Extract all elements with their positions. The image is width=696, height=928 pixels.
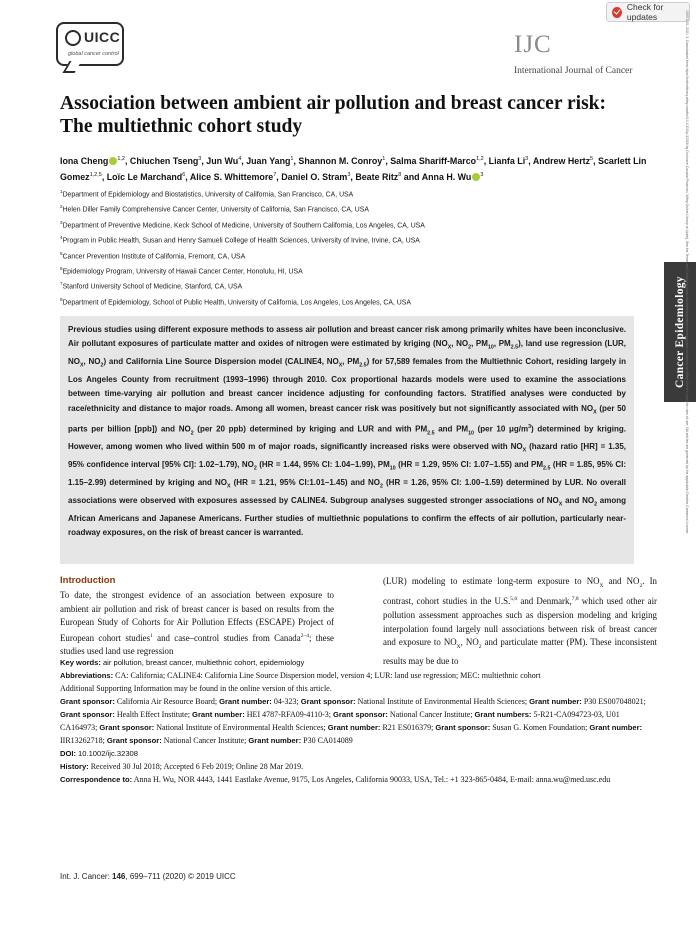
affiliation-item: $^2$Helen Diller Family Comprehensive Cancer Center, University of California, San Francisco, CA, USA [60, 204, 369, 214]
author-name: Lianfa Li [488, 155, 526, 166]
grant-value: National Institute of Environmental Health Sciences; [156, 723, 328, 732]
author-name: Anna H. Wu [421, 171, 472, 182]
affiliation-item: $^4$Program in Public Health, Susan and Henry Samueli College of Health Sciences, University of Irvine, Irvine, CA, USA [60, 235, 420, 245]
grant-label: Grant number: [589, 723, 643, 732]
grant-label: Grant sponsor: [435, 723, 491, 732]
abstract: Previous studies using different exposure methods to assess air pollution and breast cancer risk among primarily whites have been inconclusive. Air pollutant exposures of particulate matter and oxides of nitrogen were estimated by kriging ($NO_X$, $NO_2$, $PM_{10}$, $PM_{2.5}$), land use regression (LUR, $NO_X$, $NO_2$) and California Line Source Dispersion model (CALINE4, $NO_X$, $PM_{2.5}$) for 57,589 females from the Multiethnic Cohort, residing largely in Los Angeles County from recruitment (1993–1996) through 2010. Cox proportional hazards models were used to examine the associations between time-varying air pollution and breast cancer incidence adjusting for confounding factors. Stratified analyses were conducted by race/ethnicity and distance to major roads. Among all women, breast cancer risk was positively but not significantly associated with $NO_X$ (per 50 parts per billion [ppb]) and $NO_2$ (per 20 ppb) determined by kriging and LUR and with $PM_{2.5}$ and $PM_{10}$ (per 10 $\mu g/m^3$) determined by kriging. However, among women who lived within 500 m of major roads, significantly increased risks were observed with $NO_X$ (hazard ratio [HR] = 1.35, 95% confidence interval [95% CI]: 1.02–1.79), $NO_2$ (HR = 1.44, 95% CI: 1.04–1.99), $PM_{10}$ (HR = 1.29, 95% CI: 1.07–1.55) and $PM_{2.5}$ (HR = 1.85, 95% CI: 1.15–2.99) determined by kriging and $NO_X$ (HR = 1.21, 95% CI:1.01–1.45) and $NO_2$ (HR = 1.26, 95% CI: 1.00–1.59) determined by LUR. No overall associations were observed with exposures assessed by CALINE4. Subgroup analyses suggested stronger associations of $NO_X$ and $NO_2$ among African Americans and Japanese Americans. Further studies of multiethnic populations to confirm the effects of air pollution, particularly near-roadway exposures, on the risk of breast cancer is warranted. [60, 316, 634, 564]
grant-label: Grant sponsor: [106, 736, 162, 745]
author-affil-sup: 6 [182, 171, 186, 178]
grant-value: 04-323; [273, 697, 301, 706]
author-affil-sup: 4 [238, 156, 242, 162]
author-affil-sup: 3 [198, 156, 202, 162]
grant-label: Grant number: [248, 736, 302, 745]
author-affil-sup: 3 [347, 171, 351, 178]
grant-value: National Cancer Institute; [163, 736, 249, 745]
intro-column-left: To date, the strongest evidence of an association between exposure to ambient air pollution and risk of breast cancer is based on results from the European Study of Cohorts for Air Pollution Effects (ESCAPE) Project of European cohort studies$^1$ and case–control studies from Canada$^{2-4}$; these studies used land use regression [60, 590, 334, 657]
author-name: Iona Cheng [60, 155, 109, 166]
grant-label: Grant number: [327, 723, 381, 732]
affiliation-list [60, 186, 650, 309]
check-for-updates-label: Check for updates [626, 2, 664, 22]
grant-label: Grant numbers: [474, 710, 532, 719]
logo-tagline: global cancer control [68, 51, 119, 57]
author-name: Juan Yang [246, 155, 291, 166]
author-name: Daniel O. Stram [281, 171, 348, 182]
history: History: Received 30 Jul 2018; Accepted 6 Feb 2019; Online 28 Mar 2019. [60, 762, 304, 771]
affiliation-item: $^7$Stanford University School of Medicine, Stanford, CA, USA [60, 281, 243, 291]
grant-label: Grant sponsor: [99, 723, 155, 732]
affiliation-item: $^6$Epidemiology Program, University of Hawaii Cancer Center, Honolulu, HI, USA [60, 265, 303, 276]
page-footer: Int. J. Cancer: 146, 699–711 (2020) © 2019 UICC [60, 872, 236, 881]
doi: DOI: 10.1002/ijc.32308 [60, 749, 138, 758]
section-tab: Cancer Epidemiology [664, 262, 696, 402]
grant-label: Grant number: [529, 697, 582, 706]
globe-icon [65, 30, 81, 46]
grant-value: Susan G. Komen Foundation; [492, 723, 590, 732]
grant-label: Grant number: [219, 697, 272, 706]
author-affil-sup: 7 [273, 171, 277, 178]
grant-value: National Cancer Institute; [389, 710, 475, 719]
grant-label: Grant sponsor: [60, 710, 115, 719]
author-name: Scarlett Lin Gomez [60, 155, 647, 182]
grant-value: California Air Resource Board; [116, 697, 220, 706]
grant-value: Health Effect Institute; [116, 710, 193, 719]
author-affil-sup: 1 [290, 156, 294, 162]
grant-value: IIR13262718; [60, 736, 107, 745]
author-affil-sup: 1,2 [476, 156, 484, 162]
author-affil-sup: 5 [590, 156, 594, 162]
abbreviations: Abbreviations: CA: California; CALINE4: California Line Source Dispersion model, version 4; LUR: land use regression; MEC: multiethnic cohort [60, 671, 541, 680]
author-affil-sup: 3 [525, 156, 529, 162]
author-name: Salma Shariff-Marco [390, 155, 477, 166]
check-for-updates-button[interactable] [606, 2, 690, 22]
affiliation-item: $^8$Department of Epidemiology, School of Public Health, University of California, Los Angeles, Los Angeles, CA, USA [60, 296, 411, 307]
affiliation-item: $^5$Cancer Prevention Institute of California, Fremont, CA, USA [60, 250, 246, 260]
author-affil-sup: 8 [398, 171, 402, 178]
grant-value: P30 CA014089 [303, 736, 353, 745]
author-affil-sup: 1 [382, 156, 386, 162]
grant-label: Grant number: [192, 710, 245, 719]
supporting-info: Additional Supporting Information may be found in the online version of this article. [60, 684, 332, 693]
author-name: Jun Wu [206, 155, 239, 166]
keywords: Key words: air pollution, breast cancer, multiethnic cohort, epidemiology [60, 658, 305, 667]
affiliation-item: $^3$Department of Preventive Medicine, Keck School of Medicine, University of Southern California, Los Angeles, CA, USA [60, 219, 425, 230]
affiliation-item: $^1$Department of Epidemiology and Biostatistics, University of California, San Francisco, CA, USA [60, 189, 354, 199]
author-affil-sup: 1,2,5 [89, 171, 102, 178]
author-name: Shannon M. Conroy [298, 155, 383, 166]
author-name: Alice S. Whittemore [189, 171, 274, 182]
author-affil-sup: 1,2 [117, 156, 125, 162]
author-name: Beate Ritz [355, 171, 399, 182]
author-name: Chiuchen Tseng [129, 155, 199, 166]
article-metadata [60, 656, 650, 786]
uicc-logo [56, 22, 124, 66]
correspondence: Correspondence to: Anna H. Wu, NOR 4443, 1441 Eastlake Avenue, 9175, Los Angeles, California 90033, USA, Tel.: +1 323-865-0484, E-mail: anna.wu@med.usc.edu [60, 775, 611, 784]
journal-name: International Journal of Cancer [514, 66, 633, 76]
grant-label: Grant sponsor: [300, 697, 356, 706]
check-icon [612, 7, 622, 18]
grant-value: HEI 4787-RFA09-4110-3; [246, 710, 333, 719]
author-affil-sup: 3 [480, 171, 484, 178]
journal-abbr: IJC [514, 31, 552, 58]
grant-value: P30 ES007048021; [583, 697, 646, 706]
introduction-heading: Introduction [60, 575, 116, 586]
grant-label: Grant sponsor: [333, 710, 388, 719]
download-note: 15970215, 2020, 3, Downloaded from https://onlinelibrary.wiley.com/doi/10.1002/ijc.32308 by Cochrane Canada Provision, Wiley Online Library on [date]. See the Terms and Conditions (https://onlinelibrary.wiley.com/terms-and-conditions) on Wiley Online Library for rules of use; OA articles are governed by the applicable Creative Commons License [685, 10, 689, 534]
intro-column-right: (LUR) modeling to estimate long-term exposure to $NO_X$ and $NO_2$. In contrast, cohort studies in the U.S.$^{5,6}$ and Denmark,$^{7,8}$ which used other air pollution assessment approaches such as dispersion modeling and kriging interpolation found largely null associations between risk of breast cancer and exposure to $NO_X$, $NO_2$ and particulate matter (PM). These inconsistent results may be due to [383, 576, 658, 666]
grant-value: R21 ES016379; [382, 723, 436, 732]
grant-value: National Institute of Environmental Health Sciences; [357, 697, 530, 706]
author-name: Andrew Hertz [532, 155, 591, 166]
logo-name: UICC [84, 29, 121, 45]
grant-label: Grant sponsor: [60, 697, 115, 706]
author-name: Loïc Le Marchand [106, 171, 183, 182]
grant-list [60, 695, 650, 747]
article-title: Association between ambient air pollution and breast cancer risk: The multiethnic cohort study [60, 93, 607, 137]
grant-value: 5-R21-CA094723-03, U01 CA164973; [60, 710, 620, 732]
author-list: Iona Cheng $^{1,2}$, Chiuchen Tseng$^3$, Jun Wu$^4$, Juan Yang$^1$, Shannon M. Conroy$^1$, Salma Shariff-Marco$^{1,2}$, Lianfa Li$^3$, Andrew Hertz$^5$, Scarlett Lin Gomez$^{1,2,5}$, Loïc Le Marchand$^6$, Alice S. Whittemore$^7$, Daniel O. Stram$^3$, Beate Ritz$^8$ and Anna H. Wu $^3$ [60, 155, 647, 182]
